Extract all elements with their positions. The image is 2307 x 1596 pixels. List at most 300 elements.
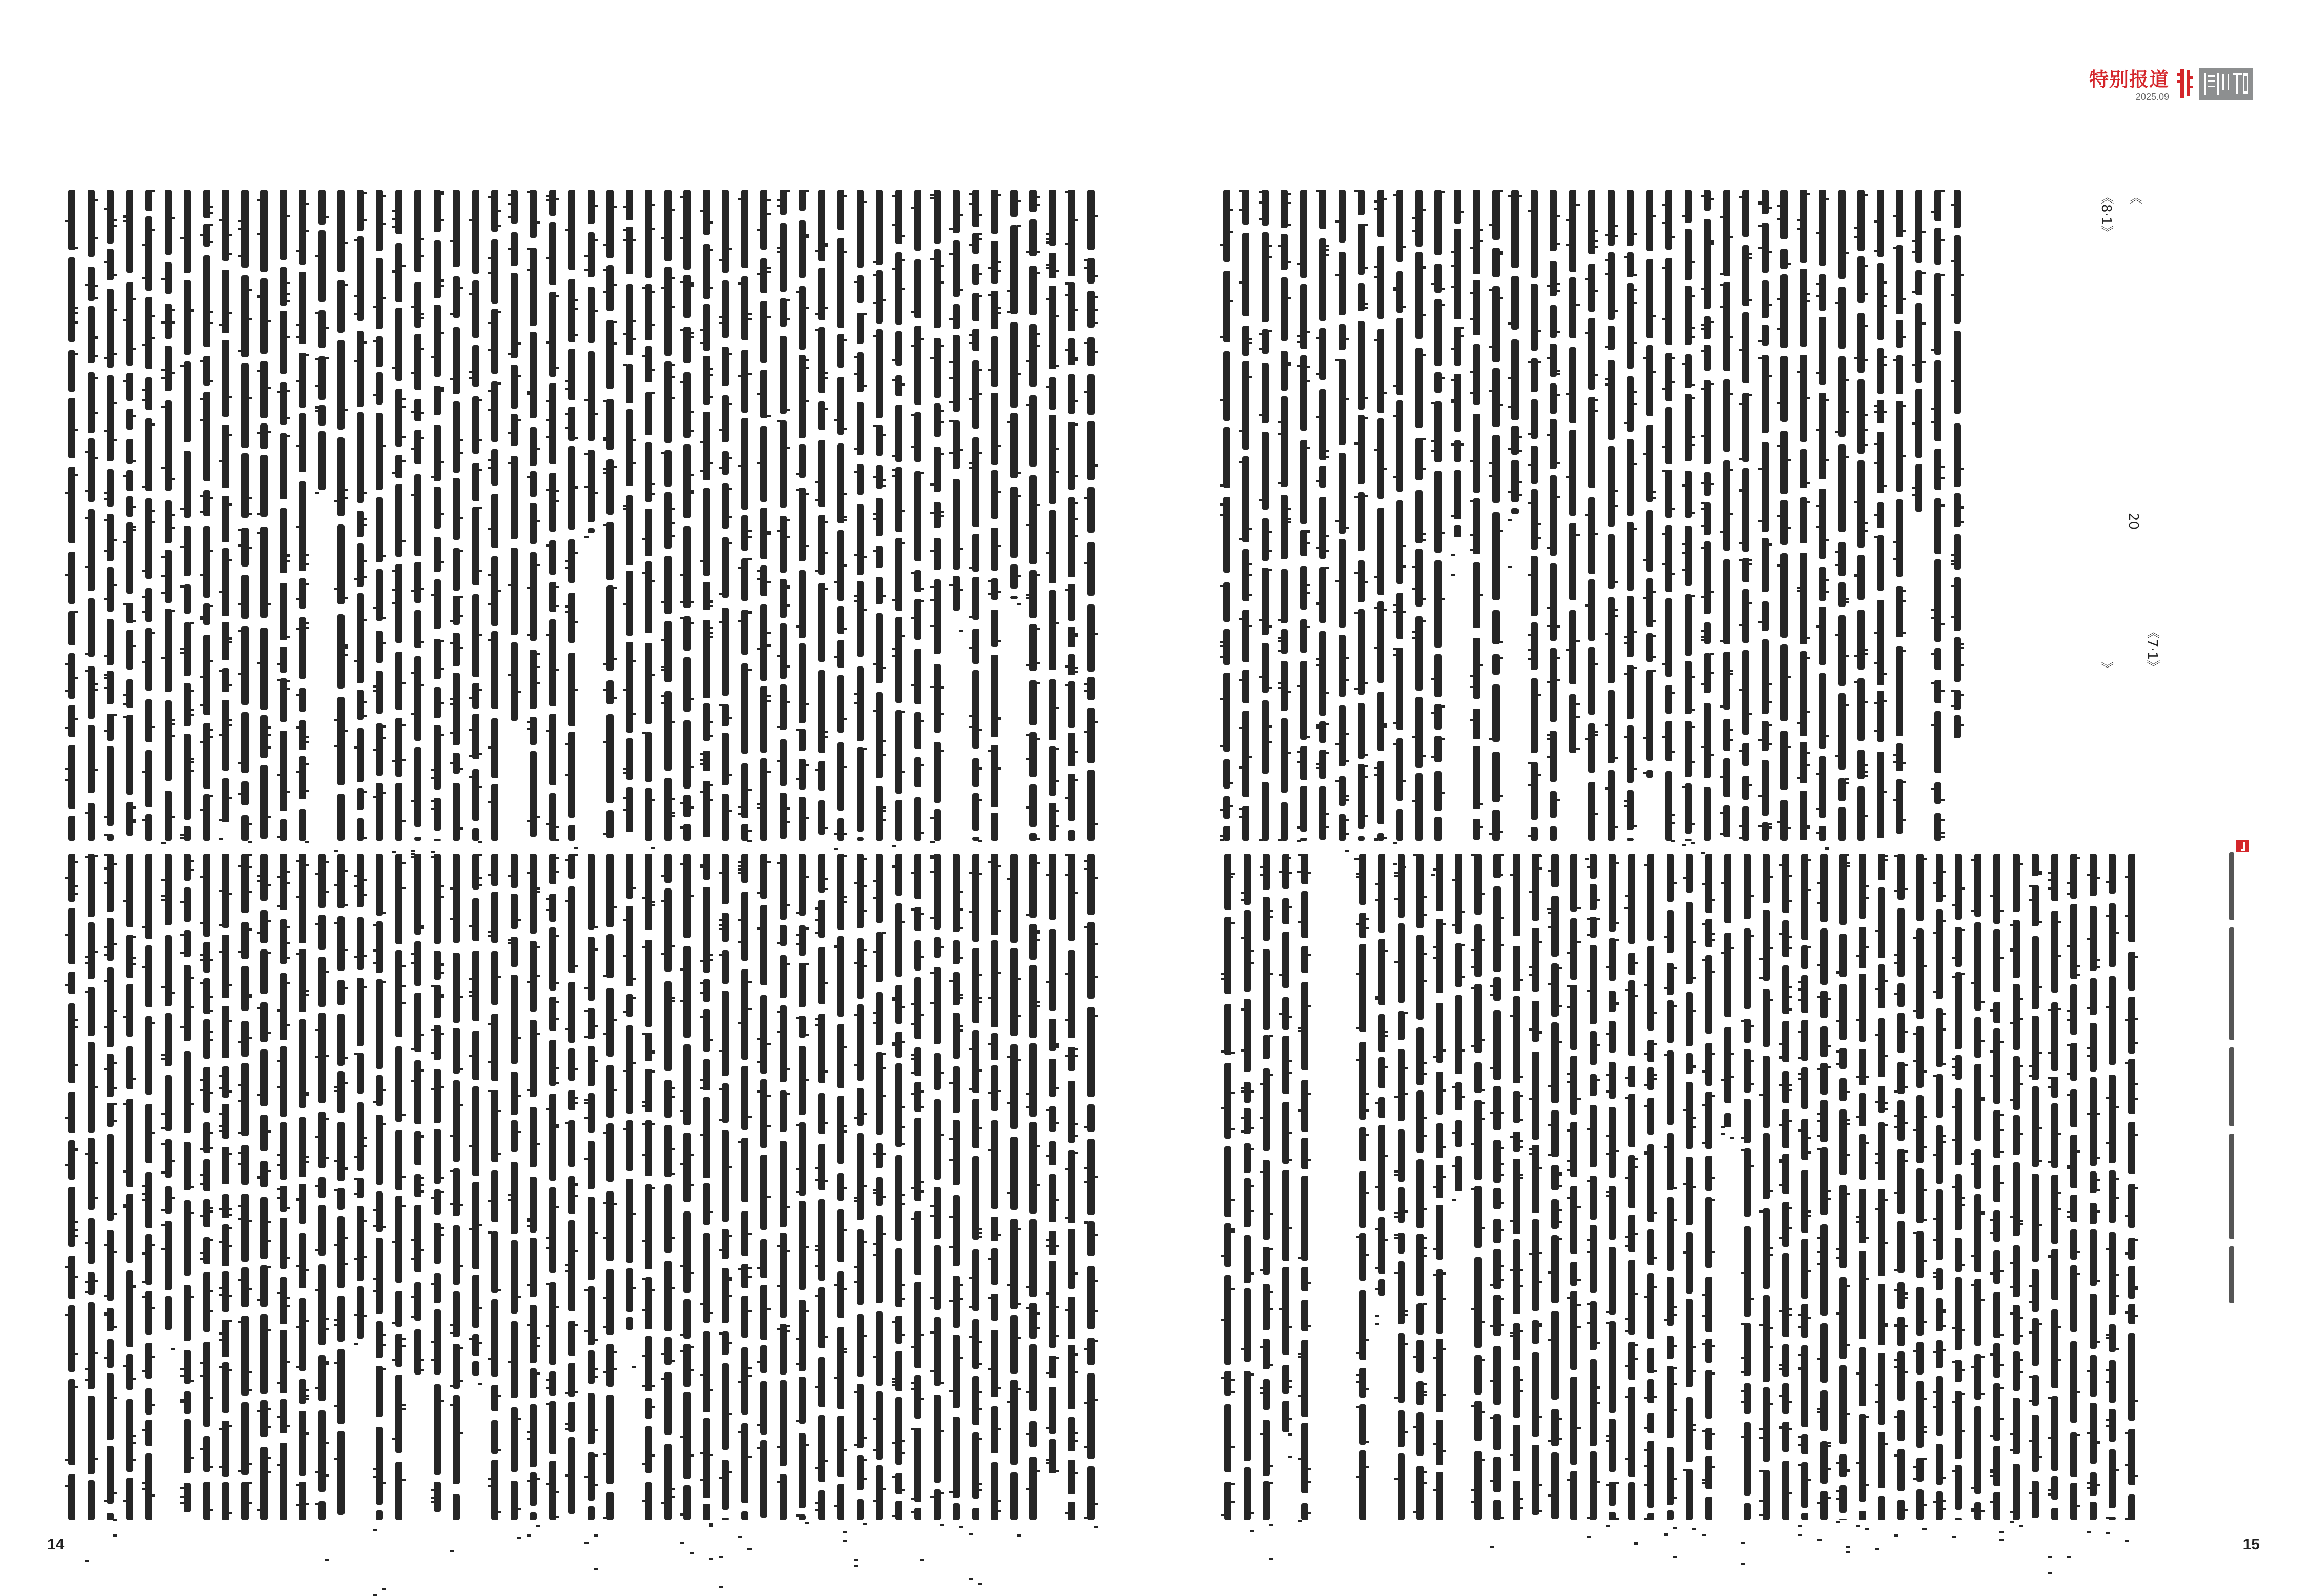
- script-stroke: [142, 1482, 146, 1484]
- script-word: [837, 675, 844, 733]
- script-stroke: [671, 1287, 675, 1289]
- script-stroke: [1614, 235, 1618, 237]
- script-stroke: [873, 513, 877, 515]
- script-stroke: [574, 1068, 578, 1070]
- script-stroke: [1951, 380, 1955, 382]
- script-stroke: [1364, 754, 1368, 756]
- script-stroke: [85, 1153, 89, 1155]
- script-stroke: [1931, 609, 1935, 611]
- script-stroke: [1931, 682, 1935, 684]
- script-stroke: [2029, 885, 2033, 887]
- script-word: [1242, 610, 1249, 662]
- script-stroke: [382, 912, 386, 914]
- script-stroke: [997, 545, 1001, 547]
- script-stroke: [1065, 1217, 1069, 1219]
- script-stroke: [343, 870, 348, 872]
- script-stroke: [1046, 1109, 1050, 1111]
- script-stroke: [1094, 322, 1098, 324]
- script-word: [645, 940, 652, 1027]
- script-stroke: [478, 786, 482, 788]
- script-stroke: [1412, 631, 1416, 633]
- script-word: [414, 941, 421, 986]
- script-stroke: [901, 711, 905, 713]
- script-word: [376, 979, 383, 1069]
- script-stroke: [315, 1387, 319, 1389]
- script-stroke: [1787, 676, 1791, 678]
- script-stroke: [892, 655, 896, 657]
- script-word: [780, 623, 787, 679]
- script-stroke: [171, 478, 175, 480]
- script-word: [222, 190, 229, 261]
- script-word: [1723, 190, 1730, 276]
- script-stroke: [728, 403, 732, 405]
- script-stroke: [373, 685, 377, 688]
- script-stroke: [1268, 569, 1272, 571]
- script-word: [395, 1046, 402, 1122]
- script-stroke: [824, 245, 828, 247]
- script-stroke: [1026, 1093, 1030, 1095]
- script-word: [780, 298, 787, 327]
- script-stroke: [873, 1356, 877, 1358]
- script-line: [834, 190, 848, 841]
- script-stroke: [469, 991, 473, 993]
- script-stroke: [1094, 976, 1098, 978]
- script-stroke: [527, 634, 531, 636]
- script-stroke: [747, 373, 752, 375]
- script-word: [722, 451, 729, 475]
- script-stroke: [892, 1515, 896, 1517]
- script-stroke: [873, 880, 877, 882]
- script-stroke: [1220, 484, 1224, 487]
- script-word: [88, 803, 95, 841]
- script-word: [511, 854, 518, 888]
- script-word: [241, 1482, 249, 1520]
- script-word: [914, 1047, 921, 1076]
- script-stroke: [766, 1043, 771, 1045]
- script-stroke: [1094, 1503, 1098, 1505]
- script-stroke: [536, 1033, 540, 1035]
- script-stroke: [1758, 739, 1763, 741]
- script-stroke: [1528, 502, 1532, 504]
- script-stroke: [930, 917, 935, 919]
- script-word: [588, 287, 595, 343]
- script-word: [799, 1514, 806, 1520]
- script-stroke: [815, 250, 819, 252]
- script-stroke: [882, 479, 886, 481]
- script-word: [2109, 976, 2116, 1065]
- script-stroke: [363, 955, 367, 957]
- script-stroke: [651, 1070, 655, 1073]
- script-stroke: [1682, 363, 1686, 365]
- script-line: [411, 190, 426, 841]
- script-stroke: [671, 1360, 675, 1362]
- script-stroke: [1729, 393, 1733, 395]
- script-word: [203, 1272, 210, 1332]
- script-stroke: [1652, 315, 1656, 317]
- script-stroke: [1845, 782, 1849, 784]
- script-stroke: [325, 971, 329, 973]
- script-stroke: [1259, 619, 1263, 621]
- script-stroke: [228, 253, 232, 255]
- script-stroke: [420, 1249, 424, 1251]
- script-stroke: [238, 1163, 242, 1165]
- script-word: [837, 640, 844, 668]
- script-stroke: [920, 1181, 924, 1183]
- script-word: [1780, 190, 1788, 239]
- script-stroke: [1489, 738, 1493, 740]
- script-stroke: [1517, 481, 1522, 483]
- script-word: [1780, 644, 1788, 721]
- script-word: [1627, 838, 1634, 841]
- script-stroke: [209, 729, 213, 731]
- script-word: [1993, 1028, 2000, 1104]
- script-stroke: [555, 1306, 559, 1308]
- script-stroke: [1960, 694, 1964, 696]
- script-stroke: [123, 703, 127, 705]
- script-stroke: [450, 1404, 454, 1406]
- script-stroke: [325, 357, 329, 359]
- script-word: [2051, 1249, 2058, 1300]
- script-word: [491, 1014, 498, 1081]
- script-word: [1242, 326, 1249, 356]
- script-stroke: [104, 492, 108, 494]
- script-stroke: [74, 893, 78, 895]
- script-word: [1857, 786, 1865, 841]
- script-stroke: [757, 892, 761, 894]
- script-stroke: [488, 1200, 492, 1202]
- script-stroke: [1074, 518, 1078, 520]
- script-stroke: [151, 1132, 155, 1134]
- script-stroke: [151, 423, 155, 426]
- script-stroke: [911, 311, 915, 313]
- script-stroke: [1556, 373, 1560, 375]
- script-word: [184, 1483, 191, 1512]
- script-stroke: [382, 1334, 386, 1336]
- script-stroke: [1026, 734, 1030, 736]
- script-stroke: [546, 1237, 550, 1239]
- script-stroke: [690, 285, 694, 287]
- script-stroke: [786, 190, 790, 192]
- script-word: [1915, 464, 1923, 512]
- script-line: [2029, 854, 2043, 1520]
- script-word: [606, 399, 614, 450]
- script-stroke: [690, 332, 694, 334]
- script-word: [1819, 607, 1826, 665]
- script-stroke: [2096, 1280, 2100, 1282]
- script-stroke: [1768, 375, 1772, 377]
- script-stroke: [1999, 1041, 2004, 1043]
- script-stroke: [1084, 1348, 1088, 1350]
- script-stroke: [738, 1141, 742, 1143]
- script-word: [972, 1030, 979, 1093]
- script-stroke: [1074, 635, 1078, 637]
- script-stroke: [728, 810, 732, 812]
- script-stroke: [1739, 458, 1743, 460]
- script-stroke: [85, 1281, 89, 1283]
- script-stroke: [997, 312, 1001, 314]
- script-stroke: [305, 354, 309, 356]
- script-word: [549, 222, 556, 285]
- script-word: [241, 275, 249, 357]
- script-word: [799, 1201, 806, 1290]
- script-stroke: [1306, 380, 1310, 382]
- script-stroke: [574, 487, 578, 489]
- script-word: [472, 507, 479, 585]
- script-stroke: [2010, 1433, 2014, 1435]
- script-word: [876, 1391, 883, 1460]
- script-stroke: [411, 850, 415, 852]
- script-word: [780, 739, 787, 786]
- script-stroke: [286, 1207, 290, 1209]
- script-word: [299, 1233, 306, 1288]
- script-stroke: [1682, 215, 1686, 217]
- script-stroke: [854, 1064, 858, 1066]
- script-line: [584, 854, 599, 1520]
- script-word: [876, 425, 883, 456]
- script-word: [722, 1229, 729, 1259]
- script-stroke: [1835, 634, 1839, 636]
- script-stroke: [1383, 609, 1387, 611]
- script-stroke: [1393, 194, 1397, 196]
- script-word: [1049, 803, 1056, 841]
- script-word: [799, 286, 806, 350]
- script-stroke: [74, 718, 78, 720]
- script-stroke: [555, 982, 559, 984]
- script-stroke: [1460, 443, 1464, 446]
- script-stroke: [171, 527, 175, 529]
- script-stroke: [190, 1006, 194, 1008]
- script-word: [1838, 582, 1846, 607]
- script-stroke: [738, 1381, 742, 1383]
- script-stroke: [1528, 658, 1532, 660]
- script-word: [2090, 854, 2097, 896]
- script-word: [972, 1508, 979, 1520]
- script-stroke: [815, 1467, 819, 1469]
- script-word: [2090, 1077, 2097, 1166]
- script-stroke: [1084, 267, 1088, 269]
- script-word: [1358, 492, 1365, 551]
- script-stroke: [161, 879, 166, 881]
- script-stroke: [2106, 1097, 2110, 1099]
- script-stroke: [277, 1164, 281, 1166]
- script-stroke: [1393, 743, 1397, 745]
- script-stroke: [594, 1429, 598, 1431]
- script-word: [299, 413, 306, 472]
- script-stroke: [1816, 372, 1820, 374]
- script-stroke: [1748, 257, 1752, 259]
- script-stroke: [873, 663, 877, 665]
- script-word: [1934, 449, 1941, 490]
- script-stroke: [546, 1325, 550, 1327]
- script-stroke: [1354, 612, 1359, 614]
- script-stroke: [1297, 751, 1301, 753]
- script-line: [930, 190, 945, 841]
- script-stroke: [536, 448, 540, 450]
- script-stroke: [190, 761, 194, 763]
- script-stroke: [2029, 1376, 2033, 1378]
- script-stroke: [1248, 528, 1252, 530]
- script-stroke: [488, 322, 492, 324]
- script-stroke: [161, 1171, 166, 1174]
- script-stroke: [1007, 878, 1011, 880]
- script-line: [200, 190, 214, 841]
- script-stroke: [343, 987, 348, 989]
- script-word: [1742, 650, 1749, 735]
- script-word: [1934, 711, 1941, 773]
- script-word: [2013, 920, 2020, 978]
- script-word: [1339, 539, 1346, 628]
- script-word: [1780, 274, 1788, 348]
- script-stroke: [228, 1512, 232, 1514]
- script-word: [1627, 283, 1634, 369]
- script-stroke: [315, 873, 319, 875]
- script-stroke: [1268, 550, 1272, 552]
- script-word: [568, 279, 575, 342]
- script-stroke: [757, 648, 761, 650]
- script-stroke: [997, 307, 1001, 309]
- script-line: [142, 854, 156, 1520]
- script-stroke: [354, 746, 358, 748]
- script-word: [1087, 854, 1095, 915]
- script-line: [123, 190, 137, 841]
- script-stroke: [632, 239, 636, 241]
- script-stroke: [65, 984, 69, 986]
- script-stroke: [1441, 532, 1445, 534]
- script-stroke: [834, 848, 838, 850]
- script-word: [722, 794, 729, 841]
- script-stroke: [431, 777, 435, 779]
- script-stroke: [1633, 631, 1637, 633]
- script-stroke: [2010, 1216, 2014, 1218]
- script-stroke: [132, 506, 136, 508]
- script-word: [1492, 435, 1500, 503]
- script-stroke: [949, 584, 954, 586]
- script-stroke: [2057, 1359, 2061, 1361]
- script-stroke: [401, 724, 406, 726]
- script-stroke: [1547, 285, 1551, 287]
- script-stroke: [1402, 611, 1406, 613]
- script-stroke: [777, 1245, 781, 1247]
- script-word: [1550, 190, 1557, 251]
- script-line: [1470, 190, 1484, 841]
- script-stroke: [1748, 559, 1752, 561]
- script-stroke: [1874, 405, 1878, 407]
- script-stroke: [228, 1153, 232, 1155]
- script-word: [876, 1311, 883, 1386]
- script-word: [2109, 903, 2116, 967]
- script-stroke: [527, 1324, 531, 1326]
- script-word: [1087, 922, 1095, 999]
- script-stroke: [450, 313, 454, 315]
- script-stroke: [584, 1476, 589, 1478]
- script-word: [934, 1099, 941, 1180]
- script-stroke: [151, 315, 155, 317]
- script-stroke: [690, 282, 694, 285]
- script-word: [1434, 190, 1442, 255]
- script-word: [626, 227, 633, 274]
- script-stroke: [527, 269, 531, 271]
- script-stroke: [1720, 531, 1724, 533]
- script-stroke: [988, 750, 992, 752]
- script-line: [700, 190, 714, 841]
- script-stroke: [2029, 899, 2033, 901]
- script-stroke: [728, 353, 732, 355]
- script-word: [395, 652, 402, 710]
- script-word: [2128, 997, 2135, 1054]
- script-stroke: [1566, 219, 1570, 221]
- script-line: [2125, 854, 2139, 1520]
- script-word: [1262, 363, 1269, 423]
- script-stroke: [930, 841, 935, 843]
- script-stroke: [1084, 1181, 1088, 1183]
- script-stroke: [546, 544, 550, 547]
- script-word: [107, 1134, 114, 1221]
- script-stroke: [267, 1131, 271, 1133]
- script-line: [815, 854, 829, 1520]
- script-word: [395, 950, 402, 1037]
- script-stroke: [1422, 468, 1426, 470]
- script-stroke: [920, 1334, 924, 1336]
- script-stroke: [171, 719, 175, 721]
- script-word: [68, 190, 75, 250]
- script-word: [895, 985, 902, 1024]
- script-stroke: [478, 1224, 482, 1226]
- script-stroke: [151, 1356, 155, 1358]
- script-stroke: [459, 1380, 463, 1382]
- script-stroke: [1633, 233, 1637, 235]
- script-stroke: [296, 250, 300, 252]
- script-stroke: [978, 1341, 982, 1343]
- script-stroke: [401, 1002, 406, 1004]
- script-stroke: [277, 1197, 281, 1199]
- script-word: [1762, 601, 1769, 631]
- script-stroke: [671, 815, 675, 817]
- script-stroke: [901, 1203, 905, 1205]
- script-word: [1780, 249, 1788, 269]
- script-stroke: [805, 764, 809, 766]
- script-stroke: [1220, 399, 1224, 401]
- script-word: [991, 190, 998, 234]
- script-stroke: [642, 1240, 646, 1242]
- script-stroke: [104, 1500, 108, 1502]
- script-word: [472, 280, 479, 338]
- script-stroke: [1864, 771, 1868, 773]
- script-stroke: [949, 228, 954, 230]
- script-stroke: [1094, 943, 1098, 945]
- script-stroke: [1364, 815, 1368, 817]
- script-stroke: [786, 519, 790, 521]
- script-line: [1547, 190, 1561, 841]
- script-stroke: [161, 1127, 166, 1129]
- script-stroke: [267, 920, 271, 922]
- script-stroke: [911, 1218, 915, 1220]
- script-stroke: [2010, 1262, 2014, 1264]
- script-stroke: [1036, 682, 1040, 684]
- script-word: [145, 216, 152, 291]
- script-word: [1627, 725, 1634, 783]
- script-stroke: [1594, 410, 1598, 412]
- script-stroke: [1720, 705, 1724, 708]
- script-line: [1316, 190, 1330, 841]
- script-stroke: [1026, 914, 1030, 916]
- script-stroke: [594, 1484, 598, 1486]
- script-word: [818, 947, 825, 1004]
- script-word: [837, 1327, 844, 1409]
- script-stroke: [642, 1309, 646, 1311]
- script-word: [703, 751, 710, 771]
- script-stroke: [709, 396, 713, 398]
- script-word: [1339, 324, 1346, 350]
